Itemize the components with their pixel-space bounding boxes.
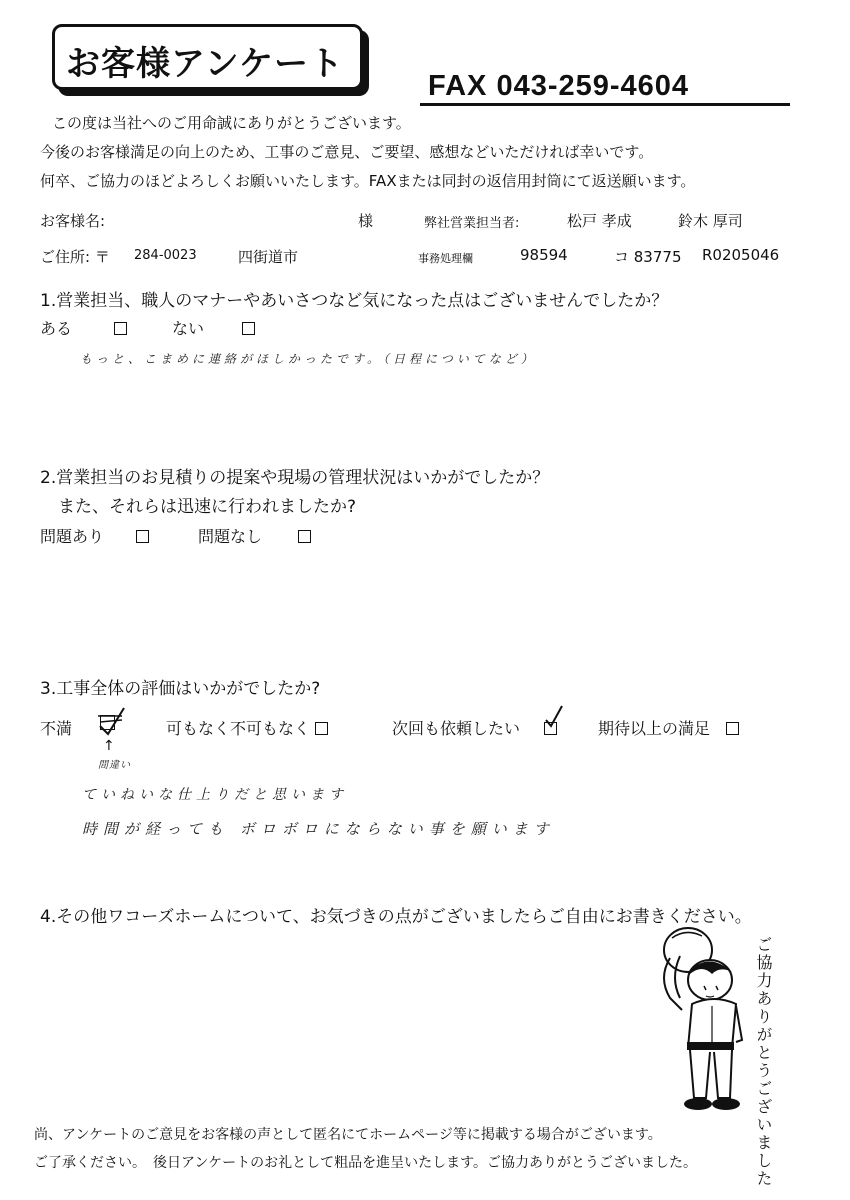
address-label: ご住所: 〒 xyxy=(40,248,110,266)
q2-question-line-1: 2.営業担当のお見積りの提案や現場の管理状況はいかがでしたか？ xyxy=(40,468,550,488)
q3-option-again[interactable] xyxy=(392,716,557,739)
q1-option-no-label: ない xyxy=(172,319,205,338)
q3-correction-note: 間違い xyxy=(98,760,131,771)
q3-neutral-checkbox[interactable] xyxy=(315,722,328,735)
q1-question: 1.営業担当、職人のマナーやあいさつなど気になった点はございませんでしたか？ xyxy=(40,291,669,311)
office-code-2: コ 83775 xyxy=(614,248,682,266)
fax-underline xyxy=(420,103,790,106)
q3-option-exceeded[interactable] xyxy=(598,716,739,739)
q1-option-no[interactable] xyxy=(172,316,255,339)
fax-number: FAX 043-259-4604 xyxy=(428,70,690,102)
q3-again-checkmark xyxy=(540,704,566,730)
q3-question: 3.工事全体の評価はいかがでしたか? xyxy=(40,679,321,699)
office-code-1: 98594 xyxy=(520,246,568,264)
q3-correction-arrow: ↑ xyxy=(103,738,115,754)
q2-option-issue[interactable] xyxy=(40,524,149,547)
q1-no-checkbox[interactable] xyxy=(242,322,255,335)
staff-name-2: 鈴木 厚司 xyxy=(678,212,743,230)
q2-option-noissue[interactable] xyxy=(198,524,311,547)
q3-option-dissatisfied-label: 不満 xyxy=(40,719,73,738)
q3-option-again-label: 次回も依頼したい xyxy=(392,719,521,738)
q3-exceeded-checkbox[interactable] xyxy=(726,722,739,735)
thanks-vertical-text: ご協力ありがとうございました xyxy=(754,936,773,1188)
q1-option-yes-label: ある xyxy=(40,319,73,338)
q3-option-neutral[interactable] xyxy=(166,716,328,739)
office-use-label: 事務処理欄 xyxy=(418,252,473,265)
page-title: お客様アンケート xyxy=(66,44,344,84)
q2-question-line-2: また、それらは迅速に行われましたか? xyxy=(58,497,357,517)
q3-handwritten-answer-2: 時間が経っても ボロボロにならない事を願います xyxy=(82,820,555,838)
customer-name-label: お客様名: xyxy=(40,212,106,230)
intro-line-1: この度は当社へのご用命誠にありがとうございます。 xyxy=(52,114,411,132)
intro-line-2: 今後のお客様満足の向上のため、工事のご意見、ご要望、感想などいただければ幸いです。 xyxy=(40,143,654,161)
q1-handwritten-answer: もっと、こまめに連絡がほしかったです。（日程についてなど） xyxy=(80,352,537,366)
honorific: 様 xyxy=(358,212,374,230)
q4-question: 4.その他ワコーズホームについて、お気づきの点がございましたらご自由にお書きください。 xyxy=(40,907,752,927)
bowing-worker-illustration xyxy=(640,918,760,1118)
intro-line-3: 何卒、ご協力のほどよろしくお願いいたします。FAXまたは同封の返信用封筒にて返送願います。 xyxy=(40,172,696,190)
postal-code: 284-0023 xyxy=(134,248,197,263)
q2-issue-checkbox[interactable] xyxy=(136,530,149,543)
staff-label: 弊社営業担当者: xyxy=(424,216,520,231)
footer-line-2: ご了承ください。 後日アンケートのお礼として粗品を進呈いたします。ご協力ありがとうございました。 xyxy=(34,1155,698,1171)
city: 四街道市 xyxy=(238,248,299,266)
q3-option-neutral-label: 可もなく不可もなく xyxy=(166,719,311,738)
q1-yes-checkbox[interactable] xyxy=(114,322,127,335)
q2-noissue-checkbox[interactable] xyxy=(298,530,311,543)
staff-name-1: 松戸 孝成 xyxy=(567,212,632,230)
footer-line-1: 尚、アンケートのご意見をお客様の声として匿名にてホームページ等に掲載する場合がございます。 xyxy=(34,1127,662,1143)
q3-option-exceeded-label: 期待以上の満足 xyxy=(598,719,711,738)
office-code-3: R0205046 xyxy=(702,246,780,264)
q1-option-yes[interactable] xyxy=(40,316,127,339)
q2-option-noissue-label: 問題なし xyxy=(198,527,263,546)
q3-dissatisfied-scribble-mark xyxy=(94,704,130,738)
q3-handwritten-answer-1: ていねいな仕上りだと思います xyxy=(82,787,348,803)
q2-option-issue-label: 問題あり xyxy=(40,527,105,546)
